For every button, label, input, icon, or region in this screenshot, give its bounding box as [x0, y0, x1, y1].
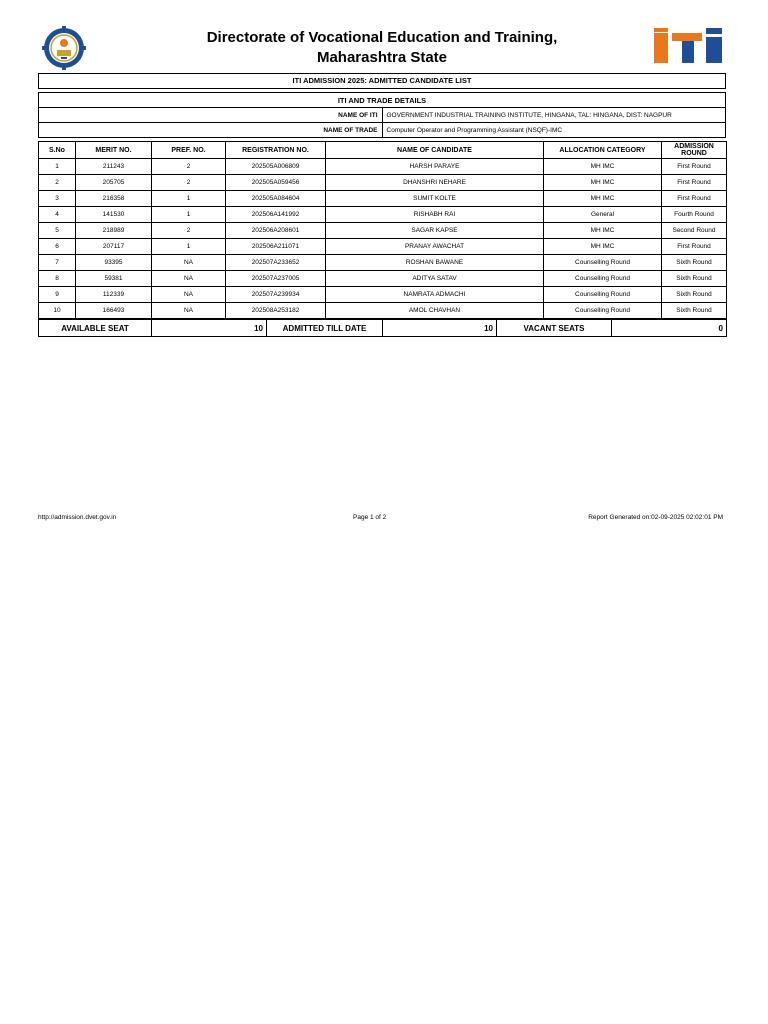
cell-pref-no: NA: [152, 255, 226, 271]
col-header-admission-round: ADMISSION ROUND: [662, 142, 727, 159]
cell-registration-no: 202507A233652: [226, 255, 326, 271]
cell-merit-no: 59381: [76, 271, 152, 287]
cell-sno: 10: [39, 303, 76, 319]
cell-registration-no: 202505A084604: [226, 191, 326, 207]
footer-url[interactable]: http://admission.dvet.gov.in: [38, 514, 117, 521]
cell-allocation-category: MH IMC: [544, 223, 662, 239]
cell-merit-no: 211243: [76, 159, 152, 175]
cell-sno: 1: [39, 159, 76, 175]
cell-allocation-category: MH IMC: [544, 239, 662, 255]
cell-allocation-category: MH IMC: [544, 159, 662, 175]
candidate-table-body: [39, 159, 727, 319]
admitted-till-date-value: 10: [383, 320, 497, 337]
cell-registration-no: 202506A208601: [226, 223, 326, 239]
iti-logo-icon: [654, 28, 724, 64]
cell-registration-no: 202505A006809: [226, 159, 326, 175]
col-header-sno: S.No: [39, 142, 76, 159]
cell-pref-no: NA: [152, 271, 226, 287]
table-row: [39, 239, 727, 255]
table-row: [39, 223, 727, 239]
title-line-2: Maharashtra State: [316, 49, 448, 66]
cell-admission-round: Sixth Round: [662, 303, 727, 319]
table-row: [39, 191, 727, 207]
cell-admission-round: Second Round: [662, 223, 727, 239]
cell-admission-round: First Round: [662, 175, 727, 191]
cell-sno: 3: [39, 191, 76, 207]
cell-candidate-name: DHANSHRI NEHARE: [326, 175, 544, 191]
cell-admission-round: First Round: [662, 239, 727, 255]
cell-registration-no: 202505A059456: [226, 175, 326, 191]
seat-summary-table: [38, 319, 727, 337]
vacant-seats-value: 0: [612, 320, 727, 337]
cell-allocation-category: General: [544, 207, 662, 223]
cell-candidate-name: ROSHAN BAWANE: [326, 255, 544, 271]
vacant-seats-label: VACANT SEATS: [497, 320, 612, 337]
table-row: [39, 271, 727, 287]
cell-candidate-name: SUMIT KOLTE: [326, 191, 544, 207]
cell-admission-round: First Round: [662, 191, 727, 207]
cell-merit-no: 205705: [76, 175, 152, 191]
iti-name-label: NAME OF ITI: [39, 108, 383, 123]
col-header-merit: MERIT NO.: [76, 142, 152, 159]
cell-registration-no: 202506A141992: [226, 207, 326, 223]
candidate-table: [38, 141, 727, 319]
table-row: [39, 303, 727, 319]
cell-allocation-category: Counselling Round: [544, 287, 662, 303]
cell-sno: 6: [39, 239, 76, 255]
cell-pref-no: 1: [152, 191, 226, 207]
cell-allocation-category: MH IMC: [544, 191, 662, 207]
cell-pref-no: 1: [152, 207, 226, 223]
cell-allocation-category: Counselling Round: [544, 271, 662, 287]
iti-details-table: [38, 92, 726, 138]
trade-name-value: Computer Operator and Programming Assistant (NSQF)-IMC: [382, 123, 726, 138]
cell-admission-round: First Round: [662, 159, 727, 175]
col-header-registration: REGISTRATION NO.: [226, 142, 326, 159]
footer-page-number: Page 1 of 2: [353, 514, 387, 521]
page-header: [38, 24, 726, 72]
cell-pref-no: 2: [152, 159, 226, 175]
cell-allocation-category: MH IMC: [544, 175, 662, 191]
cell-registration-no: 202507A237005: [226, 271, 326, 287]
col-header-pref: PREF. NO.: [152, 142, 226, 159]
cell-merit-no: 112339: [76, 287, 152, 303]
cell-candidate-name: HARSH PARAYE: [326, 159, 544, 175]
table-row: [39, 175, 727, 191]
table-row: [39, 255, 727, 271]
cell-candidate-name: NAMRATA ADMACHI: [326, 287, 544, 303]
title-line-1: Directorate of Vocational Education and Training,: [206, 29, 558, 46]
col-header-allocation: ALLOCATION CATEGORY: [544, 142, 662, 159]
cell-admission-round: Sixth Round: [662, 255, 727, 271]
admitted-till-date-label: ADMITTED TILL DATE: [267, 320, 383, 337]
cell-admission-round: Sixth Round: [662, 271, 727, 287]
table-row: [39, 207, 727, 223]
cell-sno: 5: [39, 223, 76, 239]
footer-generated-timestamp: Report Generated on:02-09-2025 02:02:01 PM: [588, 514, 723, 521]
cell-merit-no: 93395: [76, 255, 152, 271]
available-seat-value: 10: [152, 320, 267, 337]
trade-name-label: NAME OF TRADE: [39, 123, 383, 138]
col-header-candidate-name: NAME OF CANDIDATE: [326, 142, 544, 159]
cell-merit-no: 207117: [76, 239, 152, 255]
cell-allocation-category: Counselling Round: [544, 303, 662, 319]
cell-merit-no: 166493: [76, 303, 152, 319]
cell-registration-no: 202506A211071: [226, 239, 326, 255]
cell-sno: 7: [39, 255, 76, 271]
table-header-row: [39, 142, 727, 159]
cell-registration-no: 202508A253182: [226, 303, 326, 319]
table-row: [39, 287, 727, 303]
cell-sno: 4: [39, 207, 76, 223]
cell-merit-no: 216358: [76, 191, 152, 207]
report-title: ITI ADMISSION 2025: ADMITTED CANDIDATE LIST: [38, 73, 726, 89]
cell-pref-no: 2: [152, 175, 226, 191]
report-page: [38, 24, 726, 337]
iti-name-value: GOVERNMENT INDUSTRIAL TRAINING INSTITUTE, HINGANA, TAL: HINGANA, DIST: NAGPUR: [382, 108, 726, 123]
cell-pref-no: 1: [152, 239, 226, 255]
cell-merit-no: 218989: [76, 223, 152, 239]
cell-allocation-category: Counselling Round: [544, 255, 662, 271]
cell-candidate-name: PRANAY AWACHAT: [326, 239, 544, 255]
page-title: [38, 28, 726, 68]
table-row: [39, 159, 727, 175]
cell-candidate-name: RISHABH RAI: [326, 207, 544, 223]
cell-candidate-name: AMOL CHAVHAN: [326, 303, 544, 319]
cell-pref-no: NA: [152, 287, 226, 303]
cell-pref-no: 2: [152, 223, 226, 239]
cell-candidate-name: ADITYA SATAV: [326, 271, 544, 287]
cell-pref-no: NA: [152, 303, 226, 319]
available-seat-label: AVAILABLE SEAT: [39, 320, 152, 337]
cell-admission-round: Sixth Round: [662, 287, 727, 303]
cell-sno: 8: [39, 271, 76, 287]
cell-sno: 9: [39, 287, 76, 303]
cell-merit-no: 141530: [76, 207, 152, 223]
cell-admission-round: Fourth Round: [662, 207, 727, 223]
cell-sno: 2: [39, 175, 76, 191]
cell-registration-no: 202507A239934: [226, 287, 326, 303]
details-section-title: ITI AND TRADE DETAILS: [39, 93, 726, 108]
cell-candidate-name: SAGAR KAPSE: [326, 223, 544, 239]
